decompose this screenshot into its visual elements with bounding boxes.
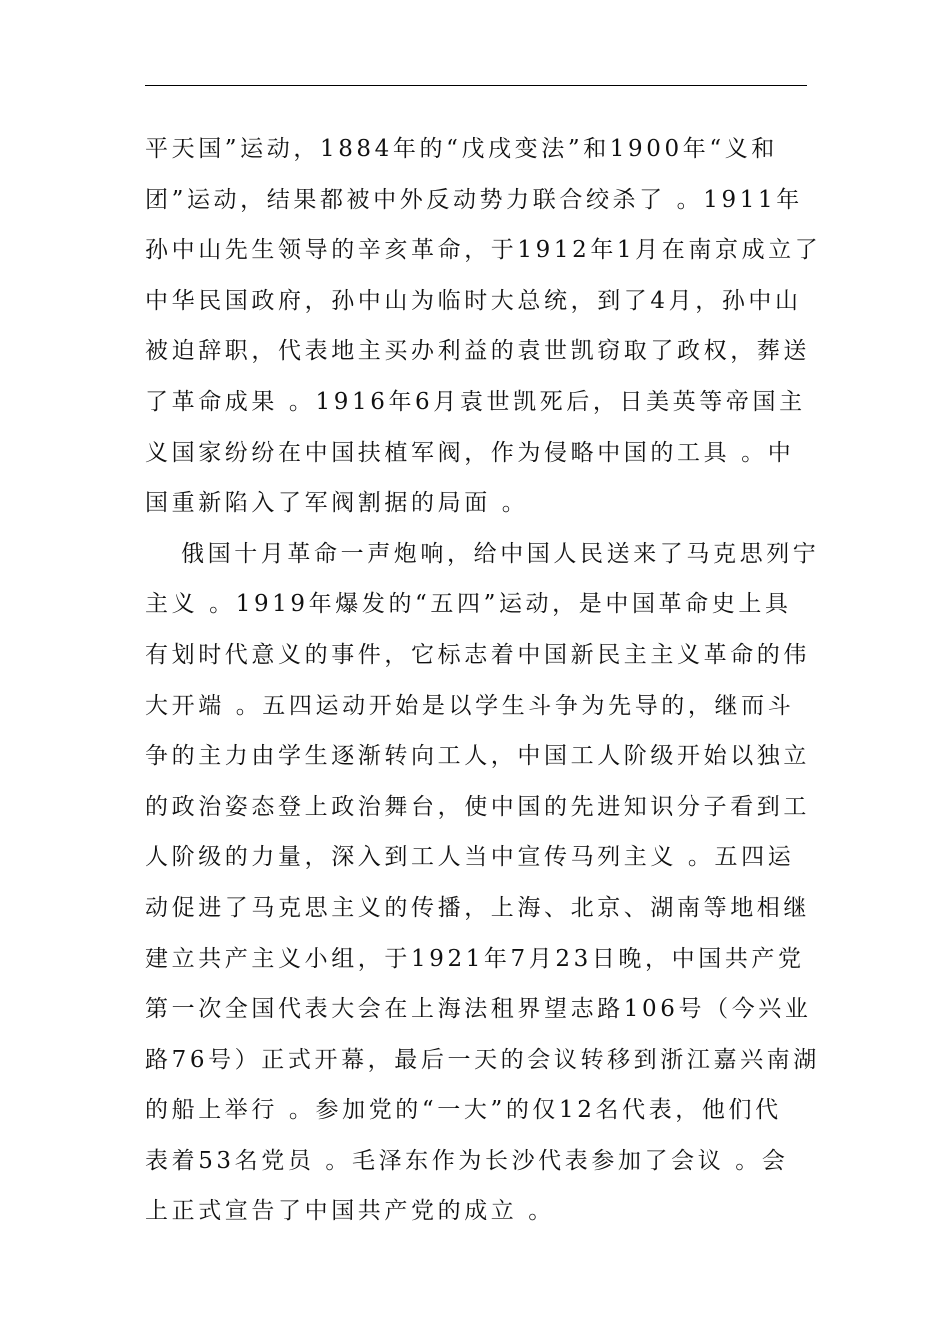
document-body [145, 124, 822, 1237]
text-line: 争的主力由学生逐渐转向工人，中国工人阶级开始以独立 [145, 743, 810, 770]
text-line: 大开端 。五四运动开始是以学生斗争为先导的，继而斗 [145, 692, 795, 719]
text-line: 主义 。1919年爆发的“五四”运动，是中国革命史上具 [145, 591, 792, 618]
text-line: 义国家纷纷在中国扶植军阀，作为侵略中国的工具 。中 [145, 439, 795, 466]
text-line: 了革命成果 。1916年6月袁世凯死后，日美英等帝国主 [145, 388, 806, 415]
text-line: 上正式宣告了中国共产党的成立 。 [145, 1198, 555, 1225]
text-line: 平天国”运动，1884年的“戊戌变法”和1900年“义和 [145, 136, 778, 162]
text-line: 路76号）正式开幕，最后一天的会议转移到浙江嘉兴南湖 [145, 1046, 820, 1073]
paragraph-first-line: 俄国十月革命一声炮响，给中国人民送来了马克思列宁 [181, 540, 820, 567]
text-line: 国重新陷入了军阀割据的局面 。 [145, 490, 529, 517]
text-line: 有划时代意义的事件，它标志着中国新民主主义革命的伟 [145, 641, 810, 668]
text-line: 建立共产主义小组，于1921年7月23日晚，中国共产党 [145, 945, 805, 972]
text-line: 的政治姿态登上政治舞台，使中国的先进知识分子看到工 [145, 793, 810, 820]
text-line: 中华民国政府，孙中山为临时大总统，到了4月，孙中山 [145, 287, 802, 314]
text-line: 动促进了马克思主义的传播，上海、北京、湖南等地相继 [145, 894, 810, 921]
text-line: 孙中山先生领导的辛亥革命，于1912年1月在南京成立了 [145, 237, 822, 264]
text-line: 团”运动，结果都被中外反动势力联合绞杀了 。1911年 [145, 186, 803, 213]
header-rule [145, 85, 807, 86]
text-line: 表着53名党员 。毛泽东作为长沙代表参加了会议 。会 [145, 1147, 789, 1174]
text-line: 第一次全国代表大会在上海法租界望志路106号（今兴业 [145, 996, 812, 1023]
text-line: 人阶级的力量，深入到工人当中宣传马列主义 。五四运 [145, 844, 795, 871]
text-line: 被迫辞职，代表地主买办利益的袁世凯窃取了政权，葬送 [145, 338, 810, 365]
text-line: 的船上举行 。参加党的“一大”的仅12名代表，他们代 [145, 1097, 782, 1124]
